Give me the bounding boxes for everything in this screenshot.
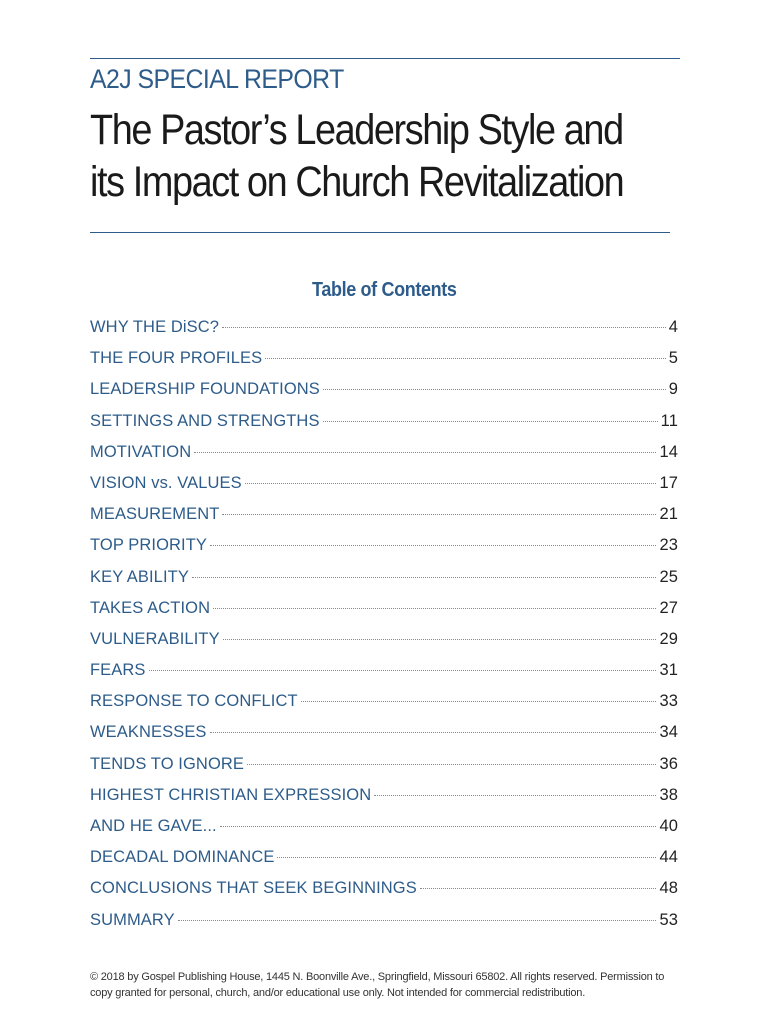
toc-entry-page-number: 21 — [659, 505, 678, 524]
toc-entry-page-number: 29 — [659, 629, 678, 648]
toc-dot-leader — [220, 826, 657, 827]
toc-dot-leader — [277, 857, 656, 858]
toc-dot-leader — [222, 514, 656, 515]
toc-dot-leader — [301, 701, 657, 702]
toc-entry-page-number: 27 — [659, 598, 678, 617]
toc-entry-page-number: 36 — [659, 754, 678, 773]
toc-dot-leader — [323, 421, 658, 422]
toc-entry-label[interactable]: TOP PRIORITY — [90, 536, 208, 555]
toc-dot-leader — [210, 732, 657, 733]
page-title — [90, 104, 653, 208]
toc-entry-page-number: 34 — [659, 723, 678, 742]
toc-entry-label[interactable]: AND HE GAVE... — [90, 817, 217, 835]
toc-entry-page-number: 11 — [660, 411, 678, 430]
toc-entry[interactable] — [90, 624, 678, 655]
toc-entry[interactable] — [90, 343, 678, 374]
toc-entry-label[interactable]: WHY THE DiSC? — [90, 318, 220, 336]
toc-entry[interactable] — [90, 811, 678, 842]
toc-entry-label[interactable]: TAKES ACTION — [90, 598, 211, 617]
toc-dot-leader — [213, 608, 656, 609]
toc-dot-leader — [420, 888, 657, 889]
toc-entry-label[interactable]: MEASUREMENT — [90, 505, 220, 524]
toc-entry[interactable] — [90, 873, 678, 904]
toc-dot-leader — [223, 639, 657, 640]
toc-entry-label[interactable]: SUMMARY — [90, 910, 175, 929]
toc-dot-leader — [222, 327, 666, 328]
top-divider — [90, 58, 680, 59]
toc-entry-label[interactable]: SETTINGS AND STRENGTHS — [90, 411, 320, 430]
toc-entry-label[interactable]: DECADAL DOMINANCE — [90, 848, 275, 867]
toc-entry-page-number: 31 — [659, 661, 678, 680]
toc-entry-label[interactable]: FEARS — [90, 661, 146, 680]
toc-entry[interactable] — [90, 593, 678, 624]
toc-entry-page-number: 38 — [659, 785, 678, 804]
toc-heading-text: Table of Contents — [311, 279, 457, 301]
toc-entry-label[interactable]: VISION vs. VALUES — [90, 473, 242, 492]
toc-entry-page-number: 48 — [659, 879, 678, 898]
toc-entry[interactable] — [90, 842, 678, 873]
toc-entry[interactable] — [90, 499, 678, 530]
toc-dot-leader — [149, 670, 657, 671]
toc-entry-page-number: 40 — [659, 817, 678, 835]
title-line-2: its Impact on Church Revitalization — [90, 158, 624, 206]
toc-entry-page-number: 53 — [659, 910, 678, 929]
title-divider — [90, 232, 670, 233]
toc-dot-leader — [210, 545, 656, 546]
toc-entry-page-number: 17 — [659, 473, 678, 492]
toc-entry-label[interactable]: LEADERSHIP FOUNDATIONS — [90, 380, 320, 399]
toc-entry[interactable] — [90, 562, 678, 593]
copyright-line-1: © 2018 by Gospel Publishing House, 1445 N. Boonville Ave., Springfield, Missouri 65802. All rights reserved. Permission to — [90, 971, 665, 983]
toc-entry[interactable] — [90, 374, 678, 405]
toc-entry-label[interactable]: HIGHEST CHRISTIAN EXPRESSION — [90, 785, 372, 804]
toc-entry-label[interactable]: VULNERABILITY — [90, 629, 220, 648]
toc-entry-page-number: 5 — [668, 349, 678, 368]
toc-entry[interactable] — [90, 780, 678, 811]
toc-entry[interactable] — [90, 312, 678, 343]
toc-entry-page-number: 25 — [659, 567, 678, 586]
toc-entry-label[interactable]: THE FOUR PROFILES — [90, 349, 263, 368]
toc-dot-leader — [245, 483, 657, 484]
toc-entry-label[interactable]: CONCLUSIONS THAT SEEK BEGINNINGS — [90, 879, 417, 898]
toc-entry-page-number: 14 — [659, 442, 678, 461]
toc-entry-page-number: 44 — [659, 848, 678, 867]
toc-entry[interactable] — [90, 686, 678, 717]
toc-dot-leader — [194, 452, 656, 453]
toc-dot-leader — [178, 920, 657, 921]
toc-entry[interactable] — [90, 468, 678, 499]
toc-entry-label[interactable]: TENDS TO IGNORE — [90, 754, 244, 773]
title-line-1: The Pastor’s Leadership Style and — [90, 106, 623, 154]
toc-entry-page-number: 9 — [668, 380, 678, 399]
toc-entry-label[interactable]: RESPONSE TO CONFLICT — [90, 692, 298, 711]
table-of-contents — [90, 312, 678, 936]
toc-dot-leader — [192, 577, 657, 578]
toc-entry[interactable] — [90, 905, 678, 936]
toc-entry-label[interactable]: WEAKNESSES — [90, 723, 207, 742]
toc-entry[interactable] — [90, 437, 678, 468]
toc-entry-page-number: 23 — [659, 536, 678, 555]
toc-dot-leader — [374, 795, 656, 796]
toc-entry[interactable] — [90, 749, 678, 780]
toc-heading — [0, 279, 768, 302]
copyright-line-2: copy granted for personal, church, and/or educational use only. Not intended for commercial redistribution. — [90, 986, 586, 999]
toc-entry[interactable] — [90, 406, 678, 437]
toc-entry[interactable] — [90, 530, 678, 561]
toc-entry[interactable] — [90, 655, 678, 686]
toc-entry-label[interactable]: MOTIVATION — [90, 442, 192, 461]
copyright-footer — [90, 970, 690, 1001]
toc-dot-leader — [265, 358, 666, 359]
toc-entry-page-number: 4 — [668, 318, 678, 336]
toc-entry-page-number: 33 — [659, 692, 678, 711]
toc-dot-leader — [247, 764, 656, 765]
report-kicker: A2J SPECIAL REPORT — [90, 64, 344, 94]
toc-dot-leader — [323, 389, 666, 390]
toc-entry-label[interactable]: KEY ABILITY — [90, 567, 189, 586]
toc-entry[interactable] — [90, 717, 678, 748]
